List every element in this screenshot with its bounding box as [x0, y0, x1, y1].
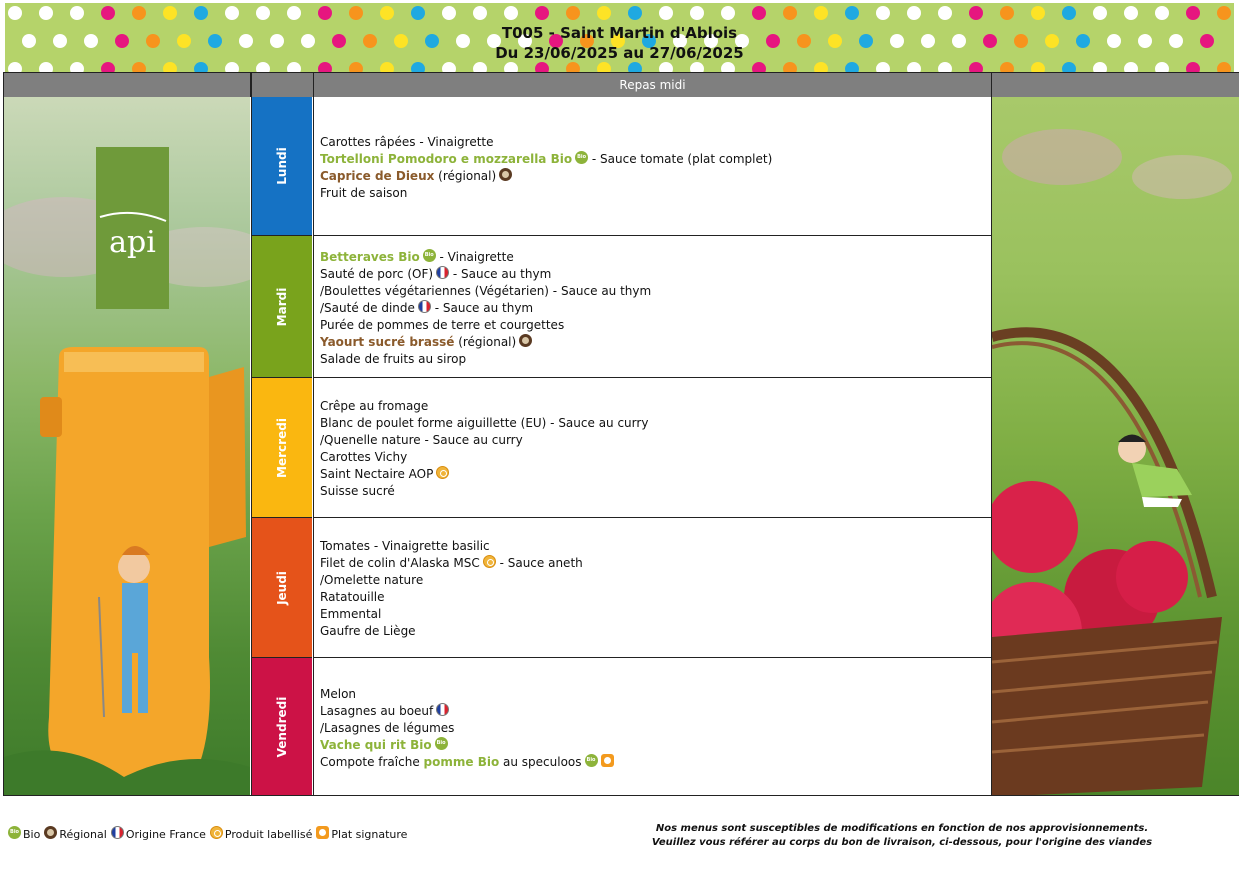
dish-text: (régional): [434, 169, 497, 183]
polka-dot: [1031, 6, 1045, 20]
polka-dot: [318, 6, 332, 20]
polka-dot: [473, 6, 487, 20]
bio-dish-name: Vache qui rit Bio: [320, 738, 432, 752]
menu-cell-vendredi: [314, 658, 991, 796]
divider: [313, 73, 314, 795]
france-flag-icon: [111, 826, 124, 839]
menu-item: [320, 133, 991, 151]
polka-dot: [907, 6, 921, 20]
menu-item: [320, 415, 991, 432]
day-name: Mercredi: [274, 417, 289, 478]
menu-item: [320, 737, 991, 754]
dish-text: Tomates - Vinaigrette basilic: [320, 539, 490, 553]
menu-item: [320, 351, 991, 368]
polka-dot: [380, 6, 394, 20]
menu-column: [314, 73, 991, 797]
bio-dish-name: Tortelloni Pomodoro e mozzarella Bio: [320, 152, 573, 166]
menu-item: [320, 703, 991, 720]
polka-dot: [442, 6, 456, 20]
dish-text: Suisse sucré: [320, 484, 395, 498]
polka-dot: [39, 6, 53, 20]
legend-item: [44, 826, 106, 841]
dish-text: Gaufre de Liège: [320, 624, 416, 638]
api-logo: [96, 147, 169, 309]
menu-item: [320, 537, 991, 555]
polka-dot: [938, 6, 952, 20]
polka-dot: [628, 6, 642, 20]
label-icon: [436, 466, 449, 479]
regional-icon: [44, 826, 57, 839]
polka-dot: [70, 6, 84, 20]
dish-text: - Sauce aneth: [495, 556, 583, 570]
polka-dot: [101, 6, 115, 20]
polka-dot: [1217, 6, 1231, 20]
regional-icon: [499, 168, 512, 181]
dish-text: - Vinaigrette: [435, 250, 514, 264]
polka-dot: [752, 6, 766, 20]
day-name: Jeudi: [274, 570, 289, 605]
footer-note-line2: Veuillez vous référer au corps du bon de livraison, ci-dessous, pour l'origine des viandes: [651, 837, 1153, 848]
legend-item: [316, 826, 407, 841]
dish-text: Ratatouille: [320, 590, 385, 604]
legend-label: Produit labellisé: [224, 828, 313, 841]
signature-icon: [316, 826, 329, 839]
divider: [251, 73, 252, 795]
dish-text: Blanc de poulet forme aiguillette (EU) - Sauce au curry: [320, 416, 649, 430]
page-title: [5, 23, 1234, 63]
polka-dot: [876, 6, 890, 20]
polka-dot: [225, 6, 239, 20]
bio-dish-name: pomme Bio: [423, 755, 500, 769]
menu-item: [320, 466, 991, 483]
polka-dot: [1093, 6, 1107, 20]
polka-dot: [814, 6, 828, 20]
polka-dot: [194, 6, 208, 20]
day-column: [251, 73, 312, 797]
menu-cell-jeudi: [314, 518, 991, 658]
legend-label: Régional: [59, 828, 107, 841]
menu-item: [320, 754, 991, 771]
dish-text: - Sauce tomate (plat complet): [588, 152, 773, 166]
legend: [8, 826, 411, 841]
menu-item: [320, 185, 991, 202]
legend-label: Plat signature: [331, 828, 408, 841]
menu-grid: [3, 72, 1239, 796]
legend-label: Origine France: [125, 828, 206, 841]
polka-dot: [163, 6, 177, 20]
menu-item: [320, 483, 991, 500]
footer-note-line1: Nos menus sont susceptibles de modifications en fonction de nos approvisionnements.: [655, 823, 1149, 834]
dish-text: - Sauce au thym: [449, 267, 552, 281]
polka-dot: [1186, 6, 1200, 20]
regional-dish-name: Yaourt sucré brassé: [320, 335, 455, 349]
menu-item: [320, 720, 991, 737]
column-header-left: [4, 73, 251, 97]
polka-dot: [8, 6, 22, 20]
label-icon: [483, 555, 496, 568]
menu-item: [320, 623, 991, 640]
menu-item: [320, 317, 991, 334]
polka-dot: [256, 6, 270, 20]
polka-dot: [287, 6, 301, 20]
apple-basket-photo: [992, 97, 1239, 795]
dish-text: - Sauce au thym: [430, 301, 534, 315]
day-name: Vendredi: [274, 696, 289, 757]
menu-item: [320, 589, 991, 606]
polka-dot: [690, 6, 704, 20]
regional-icon: [519, 334, 532, 347]
day-name: Mardi: [274, 287, 289, 326]
polka-dot: [411, 6, 425, 20]
polka-dot: [132, 6, 146, 20]
dish-text: /Boulettes végétariennes (Végétarien) - Sauce au thym: [320, 284, 652, 298]
france-flag-icon: [436, 266, 449, 279]
polka-dot: [349, 6, 363, 20]
france-flag-icon: [418, 300, 431, 313]
polka-dot: [1062, 6, 1076, 20]
day-label-jeudi: [251, 518, 312, 658]
dish-text: Lasagnes au boeuf: [320, 704, 434, 718]
dish-text: Carottes râpées - Vinaigrette: [320, 135, 494, 149]
dish-text: Carottes Vichy: [320, 450, 408, 464]
france-flag-icon: [436, 703, 449, 716]
day-label-lundi: [251, 97, 312, 236]
day-name: Lundi: [274, 147, 289, 185]
column-header-meal: Repas midi: [314, 73, 992, 97]
menu-item: [320, 685, 991, 703]
menu-item: [320, 266, 991, 283]
polka-dot: [1124, 6, 1138, 20]
menu-item: [320, 449, 991, 466]
polka-dot: [845, 6, 859, 20]
dish-text: Saint Nectaire AOP: [320, 467, 434, 481]
polka-dot: [783, 6, 797, 20]
menu-item: [320, 606, 991, 623]
dish-text: Crêpe au fromage: [320, 399, 429, 413]
menu-item: [320, 168, 991, 185]
column-header-right: [992, 73, 1239, 97]
polka-dot: [659, 6, 673, 20]
dish-text: Compote fraîche: [320, 755, 424, 769]
dish-text: (régional): [454, 335, 517, 349]
menu-cell-mardi: [314, 236, 991, 378]
menu-item: [320, 334, 991, 351]
bio-icon: [585, 754, 598, 767]
boots-photo: [4, 97, 250, 795]
menu-cell-lundi: [314, 97, 991, 236]
polka-dot: [566, 6, 580, 20]
dish-text: Sauté de porc (OF): [320, 267, 434, 281]
dish-text: Filet de colin d'Alaska MSC: [320, 556, 480, 570]
header-banner: [5, 3, 1234, 73]
dish-text: Fruit de saison: [320, 186, 408, 200]
menu-item: [320, 397, 991, 415]
menu-item: [320, 300, 991, 317]
footer-note: [622, 822, 1182, 850]
legend-label: Bio: [23, 828, 41, 841]
menu-item: [320, 572, 991, 589]
bio-icon: [435, 737, 448, 750]
legend-item: [111, 826, 206, 841]
polka-dot: [535, 6, 549, 20]
dish-text: /Omelette nature: [320, 573, 424, 587]
menu-item: [320, 248, 991, 266]
menu-item: [320, 432, 991, 449]
apple-basket-illustration: [992, 97, 1239, 795]
dish-text: au speculoos: [499, 755, 582, 769]
title-dates: Du 23/06/2025 au 27/06/2025: [495, 44, 744, 62]
dish-text: /Sauté de dinde: [320, 301, 415, 315]
menu-item: [320, 555, 991, 572]
label-icon: [210, 826, 223, 839]
dish-text: Purée de pommes de terre et courgettes: [320, 318, 565, 332]
day-label-mercredi: [251, 378, 312, 518]
menu-item: [320, 151, 991, 168]
polka-dot: [1000, 6, 1014, 20]
day-label-vendredi: [251, 658, 312, 796]
dish-text: Melon: [320, 687, 357, 701]
legend-item: [210, 826, 312, 841]
polka-dot: [721, 6, 735, 20]
title-school: T005 - Saint Martin d'Ablois: [501, 24, 738, 42]
dish-text: Emmental: [320, 607, 382, 621]
menu-cell-mercredi: [314, 378, 991, 518]
bio-icon: [423, 249, 436, 262]
signature-icon: [601, 754, 614, 767]
dish-text: Salade de fruits au sirop: [320, 352, 467, 366]
bio-icon: [575, 151, 588, 164]
divider: [991, 73, 992, 795]
regional-dish-name: Caprice de Dieux: [320, 169, 435, 183]
bio-dish-name: Betteraves Bio: [320, 250, 420, 264]
dish-text: /Lasagnes de légumes: [320, 721, 455, 735]
dish-text: /Quenelle nature - Sauce au curry: [320, 433, 523, 447]
polka-dot: [597, 6, 611, 20]
polka-dot: [969, 6, 983, 20]
polka-dot: [504, 6, 518, 20]
menu-item: [320, 283, 991, 300]
api-logo-text: api: [109, 225, 156, 260]
bio-icon: [8, 826, 21, 839]
day-label-mardi: [251, 236, 312, 378]
legend-item: [8, 826, 40, 841]
polka-dot: [1155, 6, 1169, 20]
